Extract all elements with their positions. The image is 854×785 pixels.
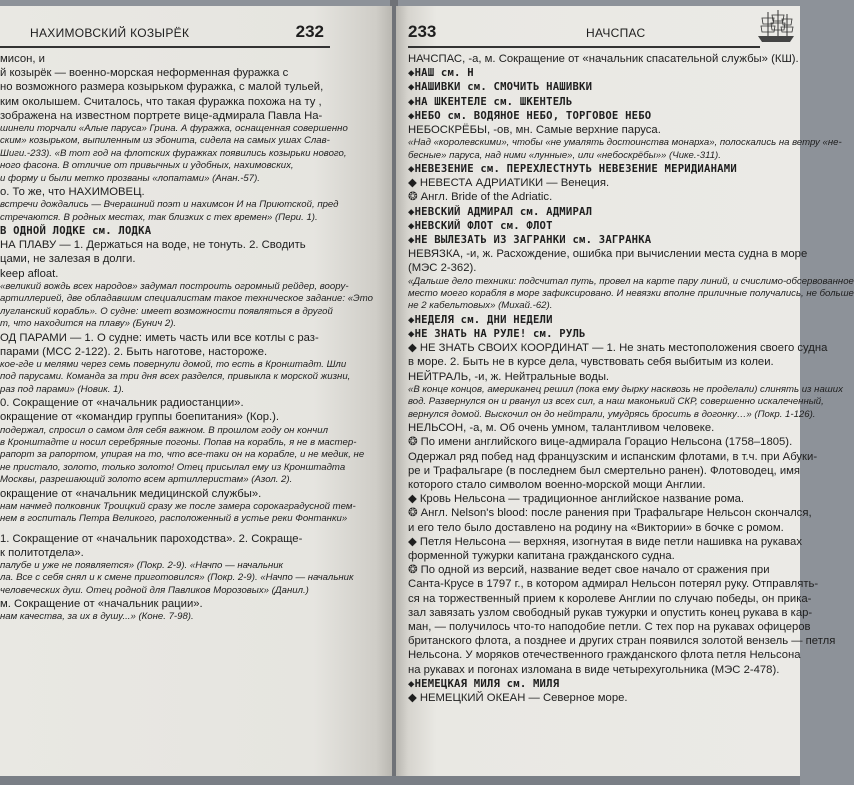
- text-line: в море. 2. Быть не в курсе дела, чувствовать себя выбитым из колеи.: [408, 356, 774, 369]
- text-line: keep afloat.: [0, 267, 59, 280]
- text-line: ◆НЕМЕЦКАЯ МИЛЯ см. МИЛЯ: [408, 677, 560, 690]
- text-line: бесные» паруса, над ними «лунные», или «небоскрёбы»» (Чике.-311).: [408, 149, 721, 161]
- text-line: й козырёк — военно-морская неформенная фуражка с: [0, 67, 289, 80]
- text-line: вернулся домой. Выскочил он до нейтрали, умудрясь бросить в догонку…» (Покр. 1-126).: [408, 408, 816, 420]
- text-line: лугланский корабль». О судне: имеет возможности появляться в другой: [0, 305, 333, 317]
- text-line: встречи дождались — Вчерашний поэт и нахимсон И на Приютской, пред: [0, 199, 339, 211]
- text-line: ре и Трафальгаре (в последнем был смертельно ранен). Флотоводец, имя: [408, 464, 801, 477]
- text-line: ◆НЕДЕЛЯ см. ДНИ НЕДЕЛИ: [408, 313, 553, 326]
- left-running-title: НАХИМОВСКИЙ КОЗЫРЁК: [30, 26, 190, 40]
- ship-icon: [756, 6, 796, 46]
- text-line: ◆НА ШКЕНТЕЛЕ см. ШКЕНТЕЛЬ: [408, 95, 573, 108]
- text-line: парами (МСС 2-122). 2. Быть наготове, настороже.: [0, 345, 268, 358]
- text-line: м. Сокращение от «начальник рации».: [0, 598, 203, 611]
- text-line: к политотдела».: [0, 546, 84, 559]
- text-line: палубе и уже не появляется» (Покр. 2-9). «Начпо — начальник: [0, 559, 284, 571]
- text-line: ◆ НЕ ЗНАТЬ СВОИХ КООРДИНАТ — 1. Не знать местоположения своего судна: [408, 342, 828, 355]
- text-line: 1. Сокращение от «начальник пароходства». 2. Сокраще-: [0, 532, 303, 545]
- text-line: которого стало символом военно-морской мощи Англии.: [408, 478, 706, 491]
- text-line: ❂ Англ. Bride of the Adriatic.: [408, 191, 553, 204]
- text-line: «Дальше дело техники: подсчитал путь, провел на карте пару линий, и счислимо-обсервованное: [408, 275, 854, 287]
- text-line: и его тело было доставлено на родину на «Виктории» в бочке с ромом.: [408, 521, 784, 534]
- text-line: ◆НЕВСКИЙ АДМИРАЛ см. АДМИРАЛ: [408, 205, 593, 218]
- text-line: «В конце концов, американец решил (пока ему дырку насквозь не проделали) слинять из наших: [408, 383, 843, 395]
- text-line: НА ПЛАВУ — 1. Держаться на воде, не тонуть. 2. Сводить: [0, 239, 306, 252]
- text-line: В ОДНОЙ ЛОДКЕ см. ЛОДКА: [0, 225, 152, 238]
- text-line: на рукавах и погонах изломана в виде четырехугольника (МЭС 2-478).: [408, 663, 780, 676]
- text-line: Санта-Крусе в 1797 г., в котором адмирал Нельсон потерял руку. Отправлять-: [408, 578, 819, 591]
- text-line: нем в госпиталь Петра Великого, расположенный в устье реки Фонтанки»: [0, 513, 348, 525]
- text-line: ◆НАШ см. Н: [408, 67, 474, 80]
- right-page-text: [408, 52, 854, 705]
- text-line: окращение от «командир группы боепитания» (Кор.).: [0, 411, 280, 424]
- text-line: ◆НАШИВКИ см. СМОЧИТЬ НАШИВКИ: [408, 81, 593, 94]
- text-line: Шиги.-233). «В тот год на флотских фуражках появились козырьки нового,: [0, 147, 347, 159]
- text-line: (МЭС 2-362).: [408, 262, 477, 275]
- text-line: под парусами. Команда за три дня всех разделся, привыкла к морской жизни,: [0, 371, 351, 383]
- text-line: зображена на известном портрете вице-адмирала Павла На-: [0, 109, 323, 122]
- text-line: ◆ Кровь Нельсона — традиционное английское название рома.: [408, 493, 745, 506]
- text-line: нам качества, за их в душу...» (Коне. 7-98).: [0, 611, 194, 623]
- text-line: 0. Сокращение от «начальник радиостанции».: [0, 397, 244, 410]
- text-line: ла. Все с себя снял и к смене приготовился» (Покр. 2-9). «Начпо — начальник: [0, 572, 354, 584]
- text-line: ❂ По одной из версий, название ведет свое начало от сражения при: [408, 564, 770, 577]
- text-line: «великий вождь всех народов» задумал построить огромный рейдер, вооpу-: [0, 280, 349, 292]
- text-line: шинели торчали «Алые паруса» Грина. А фуражка, оснащенная совершенно: [0, 123, 348, 135]
- right-page-header: [408, 20, 760, 48]
- text-line: британского флота, а позднее и других стран появился золотой вензель — петля: [408, 635, 836, 648]
- text-line: «Над «королевскими», чтобы «не умалять достоинства монарха», полоскались на ветру «не-: [408, 137, 842, 149]
- text-line: ❂ По имени английского вице-адмирала Горацио Нельсона (1758–1805).: [408, 436, 793, 449]
- text-line: ман, — получилось что-то наподобие петли. С тех пор на рукавах офицеров: [408, 620, 811, 633]
- text-line: ❂ Англ. Nelson's blood: после ранения при Трафальгаре Нельсон скончался,: [408, 507, 812, 520]
- text-line: нам начмед полковник Троицкий сразу же после замера сорокаградусной тем-: [0, 500, 356, 512]
- text-line: цами, не залезая в долги.: [0, 253, 136, 266]
- text-line: Москвы, разрешающий золото всем артиллеристам» (Азол. 2).: [0, 474, 293, 486]
- text-line: и форму и были метко прозваны «лопатами» (Анан.-57).: [0, 172, 260, 184]
- text-line: НЕЛЬСОН, -а, м. Об очень умном, талантливом человеке.: [408, 422, 715, 435]
- text-line: вод. Развернулся он и рванул из всех сил, а наш маконький СКР, совершенно искалеченный,: [408, 396, 824, 408]
- text-line: Одержал ряд побед над французским и испанским флотами, в т.ч. при Абуки-: [408, 450, 818, 463]
- text-line: ским» козырьком, выпиленным из эбонита, сидела на самых ушах Слав-: [0, 135, 330, 147]
- text-line: о. То же, что НАХИМОВЕЦ.: [0, 186, 145, 199]
- right-page-number: 233: [408, 22, 437, 41]
- text-line: ◆НЕВЕЗЕНИЕ см. ПЕРЕХЛЕСТНУТЬ НЕВЕЗЕНИЕ МЕРИДИАНАМИ: [408, 163, 737, 176]
- text-line: ◆НЕБО см. ВОДЯНОЕ НЕБО, ТОРГОВОЕ НЕБО: [408, 109, 652, 122]
- text-line: не 2 кабельтовых» (Михай.-62).: [408, 300, 553, 312]
- text-line: кое-где и мелями через семь повернули домой, то есть в Кронштадт. Шли: [0, 358, 347, 370]
- text-line: форменной тужурки капитана гражданского судна.: [408, 549, 675, 562]
- text-line: ◆ НЕВЕСТА АДРИАТИКИ — Венеция.: [408, 177, 610, 190]
- right-running-title: НАЧСПАС: [586, 26, 646, 40]
- text-line: зал завязать узлом свободный рукав тужурки и опустить конец рукава в кар-: [408, 606, 813, 619]
- text-line: но возможного размера козырьком фуражка, с малой тульей,: [0, 81, 324, 94]
- text-line: не пристало, золото, только золото! Отец присылал ему из Кронштадта: [0, 461, 346, 473]
- text-line: ◆НЕ ВЫЛЕЗАТЬ ИЗ ЗАГРАНКИ см. ЗАГРАНКА: [408, 234, 652, 247]
- text-line: Нельсона. У моряков отечественного гражданского флота петля Нельсона: [408, 649, 801, 662]
- text-line: в Кронштадте и носил серебряные погоны. Попав на корабль, я не в мастер-: [0, 436, 357, 448]
- text-line: ◆ Петля Нельсона — верхняя, изогнутая в виде петли нашивка на рукавах: [408, 535, 802, 548]
- text-line: человеческих душ. Отец родной для Павликов Морозовых» (Данил.): [0, 584, 309, 596]
- text-line: стречаются. В родных местах, так близких с тех времен» (Пери. 1).: [0, 211, 318, 223]
- text-line: ного фасона. В отличие от привычных и удобных, нахимовских,: [0, 160, 294, 172]
- text-line: НАЧСПАС, -а, м. Сокращение от «начальник спасательной службы» (КШ).: [408, 53, 799, 65]
- text-line: НЕВЯЗКА, -и, ж. Расхождение, ошибка при вычислении места судна в море: [408, 248, 808, 261]
- text-line: рапорт за рапортом, упирая на то, что все-таки он на корабле, и не медик, не: [0, 449, 365, 461]
- text-line: НЕЙТРАЛЬ, -и, ж. Нейтральные воды.: [408, 370, 610, 383]
- left-page: [0, 6, 392, 776]
- text-line: раз под парами» (Новик. 1).: [0, 383, 125, 395]
- text-line: мисон, и: [0, 53, 45, 65]
- text-line: ся на торжественный прием к королеве Англии по случаю победы, он прика-: [408, 592, 812, 605]
- text-line: место моего корабля в море зафиксировано. И невязки вполне приличные получались, не больше: [408, 288, 854, 300]
- left-page-text: [0, 52, 373, 624]
- text-line: ◆НЕВСКИЙ ФЛОТ см. ФЛОТ: [408, 219, 553, 232]
- text-line: ким околышем. Считалось, что такая фуражка похожа на ту ,: [0, 95, 322, 108]
- left-page-header: [0, 20, 330, 48]
- text-line: НЕБОСКРЁБЫ, -ов, мн. Самые верхние паруса.: [408, 124, 661, 137]
- text-line: ◆НЕ ЗНАТЬ НА РУЛЕ! см. РУЛЬ: [408, 328, 586, 341]
- text-line: ◆ НЕМЕЦКИЙ ОКЕАН — Северное море.: [408, 691, 628, 704]
- text-line: т, что находится на плаву» (Бунич 2).: [0, 318, 177, 330]
- text-line: артиллерией, две обладавшим специалистам такое техническое задание: «Это: [0, 293, 373, 305]
- right-page: [396, 6, 854, 776]
- text-line: окращение от «начальник медицинской службы».: [0, 487, 262, 500]
- text-line: подержал, спросил о самом для себя важном. В прошлом году он кончил: [0, 424, 328, 436]
- book-bottom-edge: [0, 776, 800, 785]
- text-line: ОД ПАРАМИ — 1. О судне: иметь часть или все котлы с раз-: [0, 331, 319, 344]
- left-page-number: 232: [295, 22, 324, 41]
